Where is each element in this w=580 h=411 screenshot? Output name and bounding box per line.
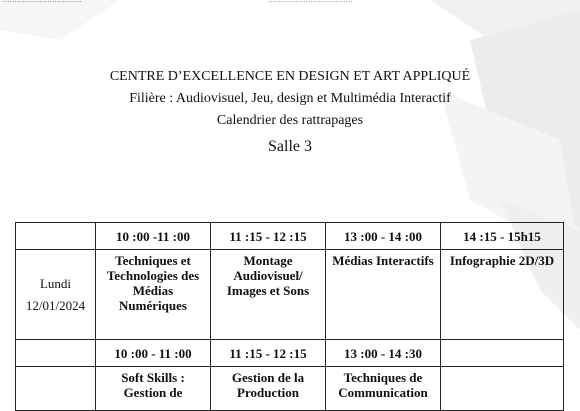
course-name: Montage Audiovisuel/ Images et Sons (226, 253, 310, 298)
course-cell (96, 367, 211, 411)
course-cell (441, 367, 564, 411)
time-slot-cell: 11 :15 - 12 :15 (211, 340, 326, 367)
time-slot-cell: 11 :15 - 12 :15 (211, 223, 326, 250)
table-row (16, 250, 564, 340)
time-slot-cell: 10 :00 - 11 :00 (96, 340, 211, 367)
time-slot-cell: 14 :15 - 15h15 (441, 223, 564, 250)
course-cell (211, 367, 326, 411)
course-cell (441, 250, 564, 340)
top-left-text (2, 0, 82, 4)
day-name: Lundi (39, 275, 72, 291)
course-name: Techniques de Communication (338, 370, 428, 400)
table-row (16, 367, 564, 411)
program-line: Filière : Audiovisuel, Jeu, design et Multimédia Interactif (129, 91, 451, 106)
institution-title: CENTRE D’EXCELLENCE EN DESIGN ET ART APPLIQUÉ (109, 69, 471, 84)
course-name: Techniques et Technologies des Médias Numériques (106, 253, 200, 313)
table-row (16, 223, 564, 250)
course-cell (326, 367, 441, 411)
course-name: Infographie 2D/3D (449, 253, 555, 268)
day-cell (16, 250, 96, 340)
day-date: 12/01/2024 (25, 297, 86, 313)
room-label: Salle 3 (268, 138, 312, 155)
top-center-text (268, 0, 353, 4)
course-cell (211, 250, 326, 340)
top-strip (0, 0, 580, 6)
day-cell (16, 367, 96, 411)
time-slot-cell: 13 :00 - 14 :30 (326, 340, 441, 367)
course-name: Médias Interactifs (332, 253, 434, 268)
empty-corner-cell (16, 340, 96, 367)
time-slot-cell (441, 340, 564, 367)
course-cell (326, 250, 441, 340)
course-cell (96, 250, 211, 340)
calendar-title: Calendrier des rattrapages (216, 113, 364, 128)
time-slot-cell: 10 :00 -11 :00 (96, 223, 211, 250)
course-name: Soft Skills : Gestion de (121, 370, 185, 400)
time-slot-cell: 13 :00 - 14 :00 (326, 223, 441, 250)
schedule-table (15, 222, 564, 411)
table-row (16, 340, 564, 367)
course-name: Gestion de la Production (231, 370, 305, 400)
document-header (0, 66, 580, 160)
empty-corner-cell (16, 223, 96, 250)
